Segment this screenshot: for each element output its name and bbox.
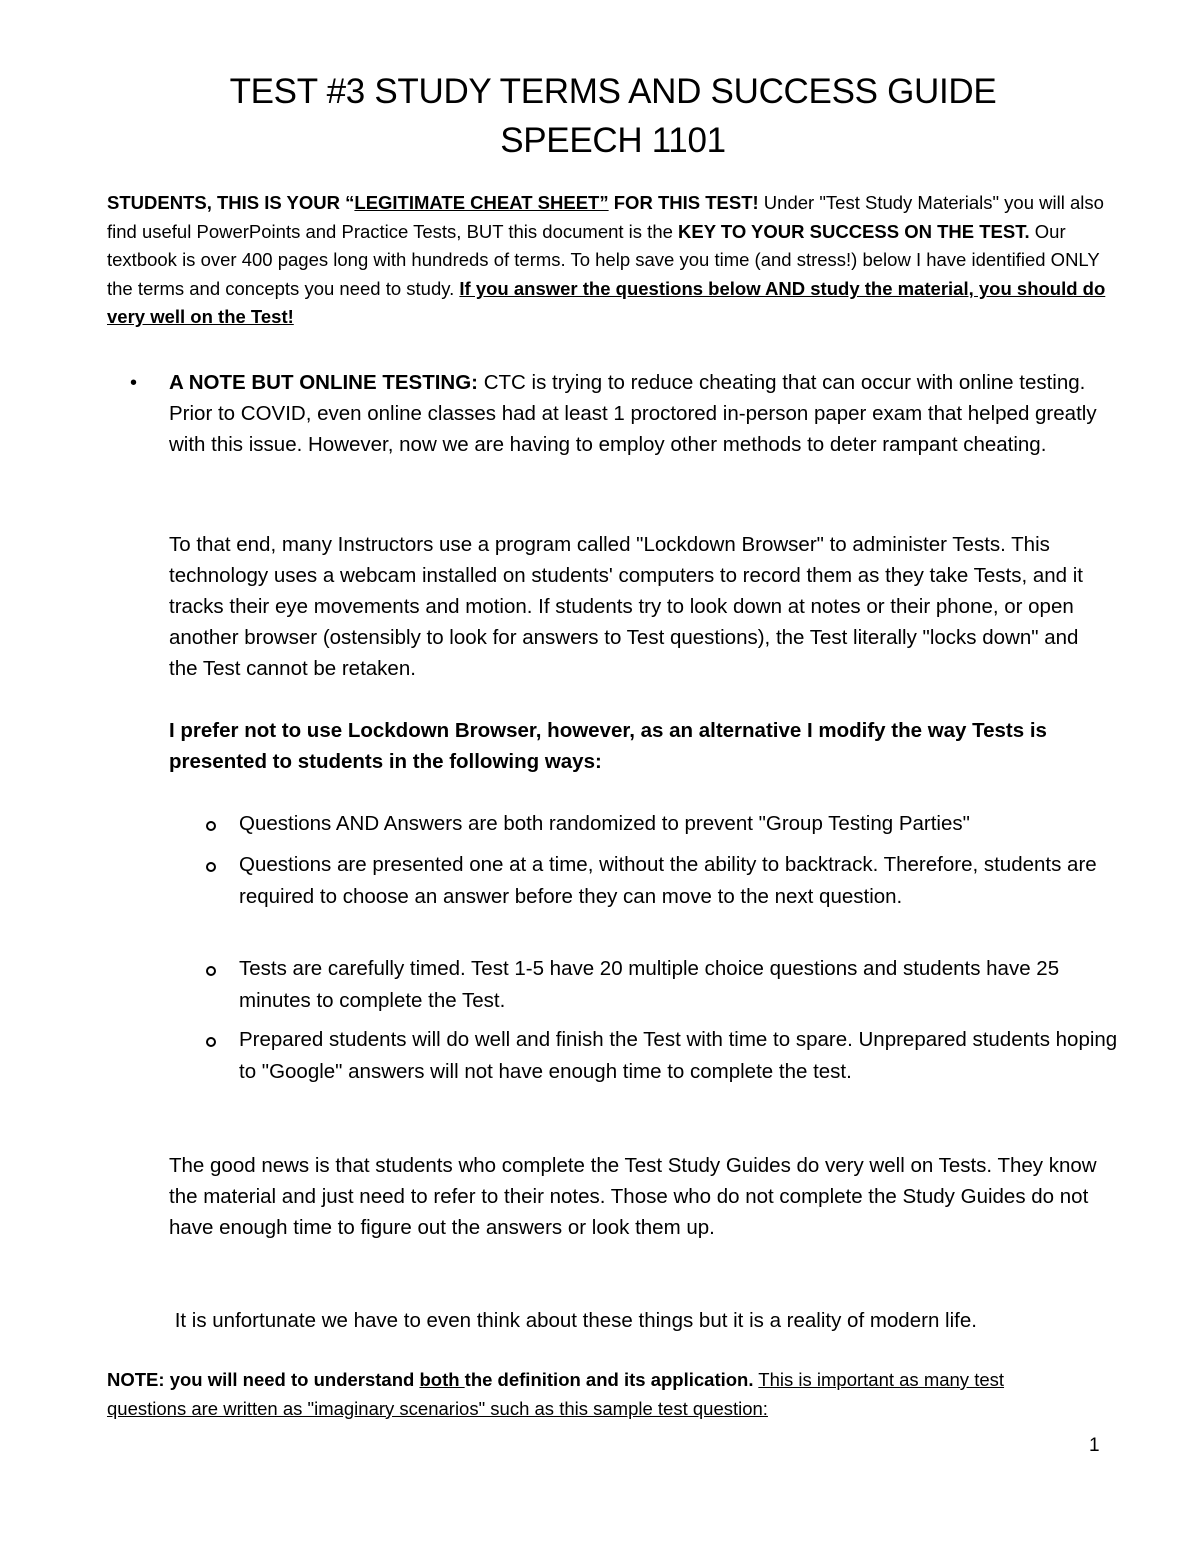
circle-bullet-icon xyxy=(206,966,216,976)
final-note-bold-end: the definition and its application. xyxy=(464,1369,754,1390)
intro-text-2: Our textbook is over 400 pages long with hundreds of terms. To help save you time (and stress!) below I have identified ONLY the terms and concepts you need to study. xyxy=(107,220,1100,299)
good-news-paragraph: The good news is that students who complete the Test Study Guides do very well on Tests. They know the material and just need to refer to their notes. Those who do not complete the Study Guides do not have enough time to figure out the answers or look them up. xyxy=(169,1154,1097,1239)
prefer-paragraph: I prefer not to use Lockdown Browser, however, as an alternative I modify the way Tests is presented to students in the following ways: xyxy=(169,719,1047,773)
list-item: Questions are presented one at a time, without the ability to backtrack. Therefore, students are required to choose an answer before they can move to the next question. xyxy=(239,853,1097,908)
list-item: Prepared students will do well and finish the Test with time to spare. Unprepared students hoping to "Google" answers will not have enough time to complete the test. xyxy=(239,1028,1118,1083)
list-item: Tests are carefully timed. Test 1-5 have 20 multiple choice questions and students have 25 minutes to complete the Test. xyxy=(239,957,1060,1012)
list-item: Questions AND Answers are both randomized to prevent "Group Testing Parties" xyxy=(239,812,970,835)
circle-bullet-icon xyxy=(206,821,216,831)
document-title: TEST #3 STUDY TERMS AND SUCCESS GUIDE xyxy=(229,72,997,111)
circle-bullet-icon xyxy=(206,862,216,872)
unfortunate-paragraph: It is unfortunate we have to even think about these things but it is a reality of modern life. xyxy=(169,1309,977,1332)
intro-paragraph xyxy=(107,189,1107,332)
intro-closing-emphasis: If you answer the questions below AND study the material, you should do very well on the Test! xyxy=(107,277,1106,328)
intro-bold-lead-end: FOR THIS TEST! xyxy=(608,192,759,213)
final-note-underlined: This is important as many test questions are written as "imaginary scenarios" such as this sample test question: xyxy=(107,1369,1005,1419)
bullet-icon: • xyxy=(130,372,138,394)
online-testing-heading: A NOTE BUT ONLINE TESTING: xyxy=(169,371,479,394)
circle-bullet-icon xyxy=(206,1037,216,1047)
intro-key-to-success: KEY TO YOUR SUCCESS ON THE TEST. xyxy=(678,220,1030,242)
document-subtitle: SPEECH 1101 xyxy=(500,121,726,160)
intro-bold-lead: STUDENTS, THIS IS YOUR “ xyxy=(107,192,355,213)
lockdown-paragraph: To that end, many Instructors use a program called "Lockdown Browser" to administer Tests. This technology uses a webcam installed on students' computers to record them as they take Tests, and it tracks their eye movements and motion. If students try to look down at notes or their phone, or open another browser (ostensibly to look for answers to Test questions), the Test literally "locks down" and the Test cannot be retaken. xyxy=(169,533,1084,680)
page-number: 1 xyxy=(1089,1435,1100,1456)
final-note-bold: NOTE: you will need to understand xyxy=(107,1369,420,1390)
final-note xyxy=(107,1366,1087,1423)
intro-cheat-sheet: LEGITIMATE CHEAT SHEET” xyxy=(354,192,609,213)
online-testing-note xyxy=(169,367,1109,460)
final-note-both: both xyxy=(419,1369,465,1390)
online-testing-text: CTC is trying to reduce cheating that can occur with online testing. Prior to COVID, even online classes had at least 1 proctored in-person paper exam that helped greatly with this issue. However, now we are having to employ other methods to deter rampant cheating. xyxy=(169,371,1097,456)
intro-text: Under "Test Study Materials" you will also find useful PowerPoints and Practice Tests, BUT this document is the xyxy=(107,192,1104,242)
